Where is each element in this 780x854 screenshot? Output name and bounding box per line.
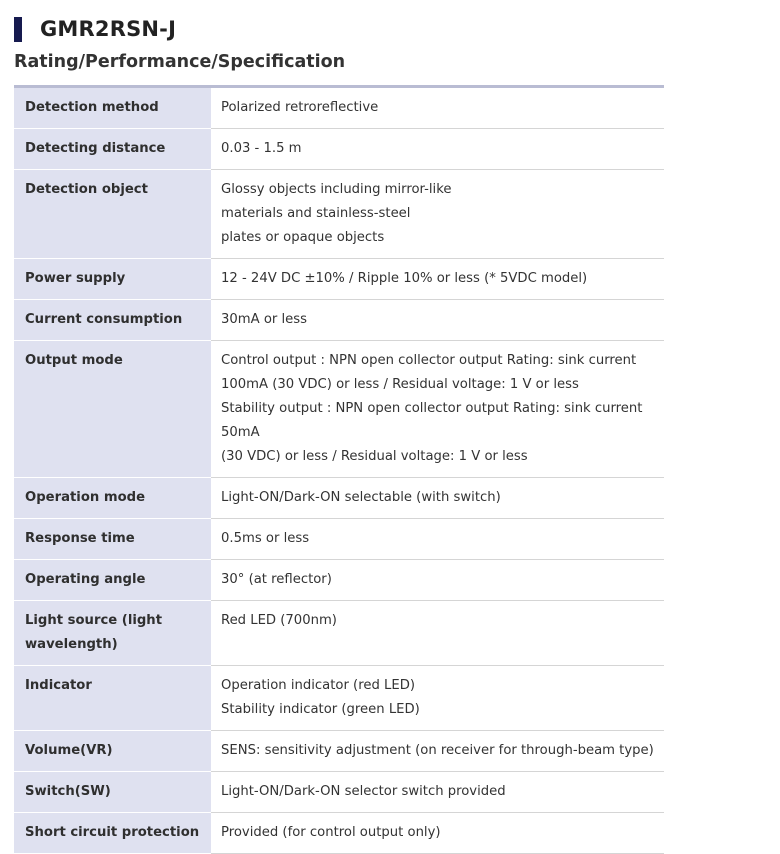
spec-row [14,601,664,666]
spec-row [14,731,664,772]
spec-value-line: 12 - 24V DC ±10% / Ripple 10% or less (* 5VDC model) [221,271,588,286]
spec-label: Operation mode [14,478,211,519]
spec-value-line: 30mA or less [221,312,308,327]
spec-row [14,87,664,129]
spec-value-line: Operation indicator (red LED) [221,678,415,693]
spec-value [211,170,664,259]
spec-row [14,560,664,601]
spec-value-line: Stability output : NPN open collector output Rating: sink current 50mA [221,401,643,440]
spec-value [211,341,664,478]
spec-row [14,666,664,731]
spec-value-line: Red LED (700nm) [221,613,337,628]
spec-label: Power supply [14,259,211,300]
spec-value [211,731,664,772]
spec-label: Indicator [14,666,211,731]
product-header [14,14,176,44]
spec-row [14,259,664,300]
spec-value [211,560,664,601]
spec-value [211,813,664,854]
spec-label: Output mode [14,341,211,478]
spec-value-line: Control output : NPN open collector output Rating: sink current [221,353,637,368]
spec-label: Detection object [14,170,211,259]
spec-row [14,341,664,478]
spec-value [211,666,664,731]
spec-label: Detecting distance [14,129,211,170]
spec-label: Volume(VR) [14,731,211,772]
spec-row [14,519,664,560]
spec-label: Light source (light wavelength) [14,601,211,666]
spec-label: Current consumption [14,300,211,341]
spec-value [211,259,664,300]
spec-value-line: Light-ON/Dark-ON selectable (with switch) [221,490,501,505]
spec-value [211,129,664,170]
spec-value [211,519,664,560]
spec-row [14,129,664,170]
spec-row [14,170,664,259]
spec-value-line: materials and stainless-steel [221,206,411,221]
section-title: Rating/Performance/Specification [14,52,346,72]
spec-value [211,478,664,519]
spec-row [14,772,664,813]
product-title: GMR2RSN-J [40,17,177,41]
spec-label: Detection method [14,87,211,129]
spec-value-line: (30 VDC) or less / Residual voltage: 1 V or less [221,449,528,464]
spec-value [211,300,664,341]
spec-value-line: Glossy objects including mirror-like [221,182,452,197]
header-accent-bar [14,17,22,42]
spec-label: Response time [14,519,211,560]
spec-value-line: 0.5ms or less [221,531,310,546]
spec-value-line: plates or opaque objects [221,230,385,245]
spec-row [14,478,664,519]
spec-table [14,85,664,854]
spec-label: Switch(SW) [14,772,211,813]
spec-value-line: SENS: sensitivity adjustment (on receiver for through-beam type) [221,743,654,758]
spec-label: Short circuit protection [14,813,211,854]
spec-value [211,601,664,666]
spec-row [14,300,664,341]
spec-value [211,87,664,129]
spec-value [211,772,664,813]
spec-value-line: 30° (at reflector) [221,572,332,587]
spec-value-line: Stability indicator (green LED) [221,702,420,717]
spec-value-line: 0.03 - 1.5 m [221,141,302,156]
spec-value-line: Provided (for control output only) [221,825,441,840]
spec-label: Operating angle [14,560,211,601]
spec-value-line: 100mA (30 VDC) or less / Residual voltage: 1 V or less [221,377,579,392]
spec-value-line: Light-ON/Dark-ON selector switch provided [221,784,506,799]
spec-row [14,813,664,854]
spec-value-line: Polarized retroreflective [221,100,379,115]
